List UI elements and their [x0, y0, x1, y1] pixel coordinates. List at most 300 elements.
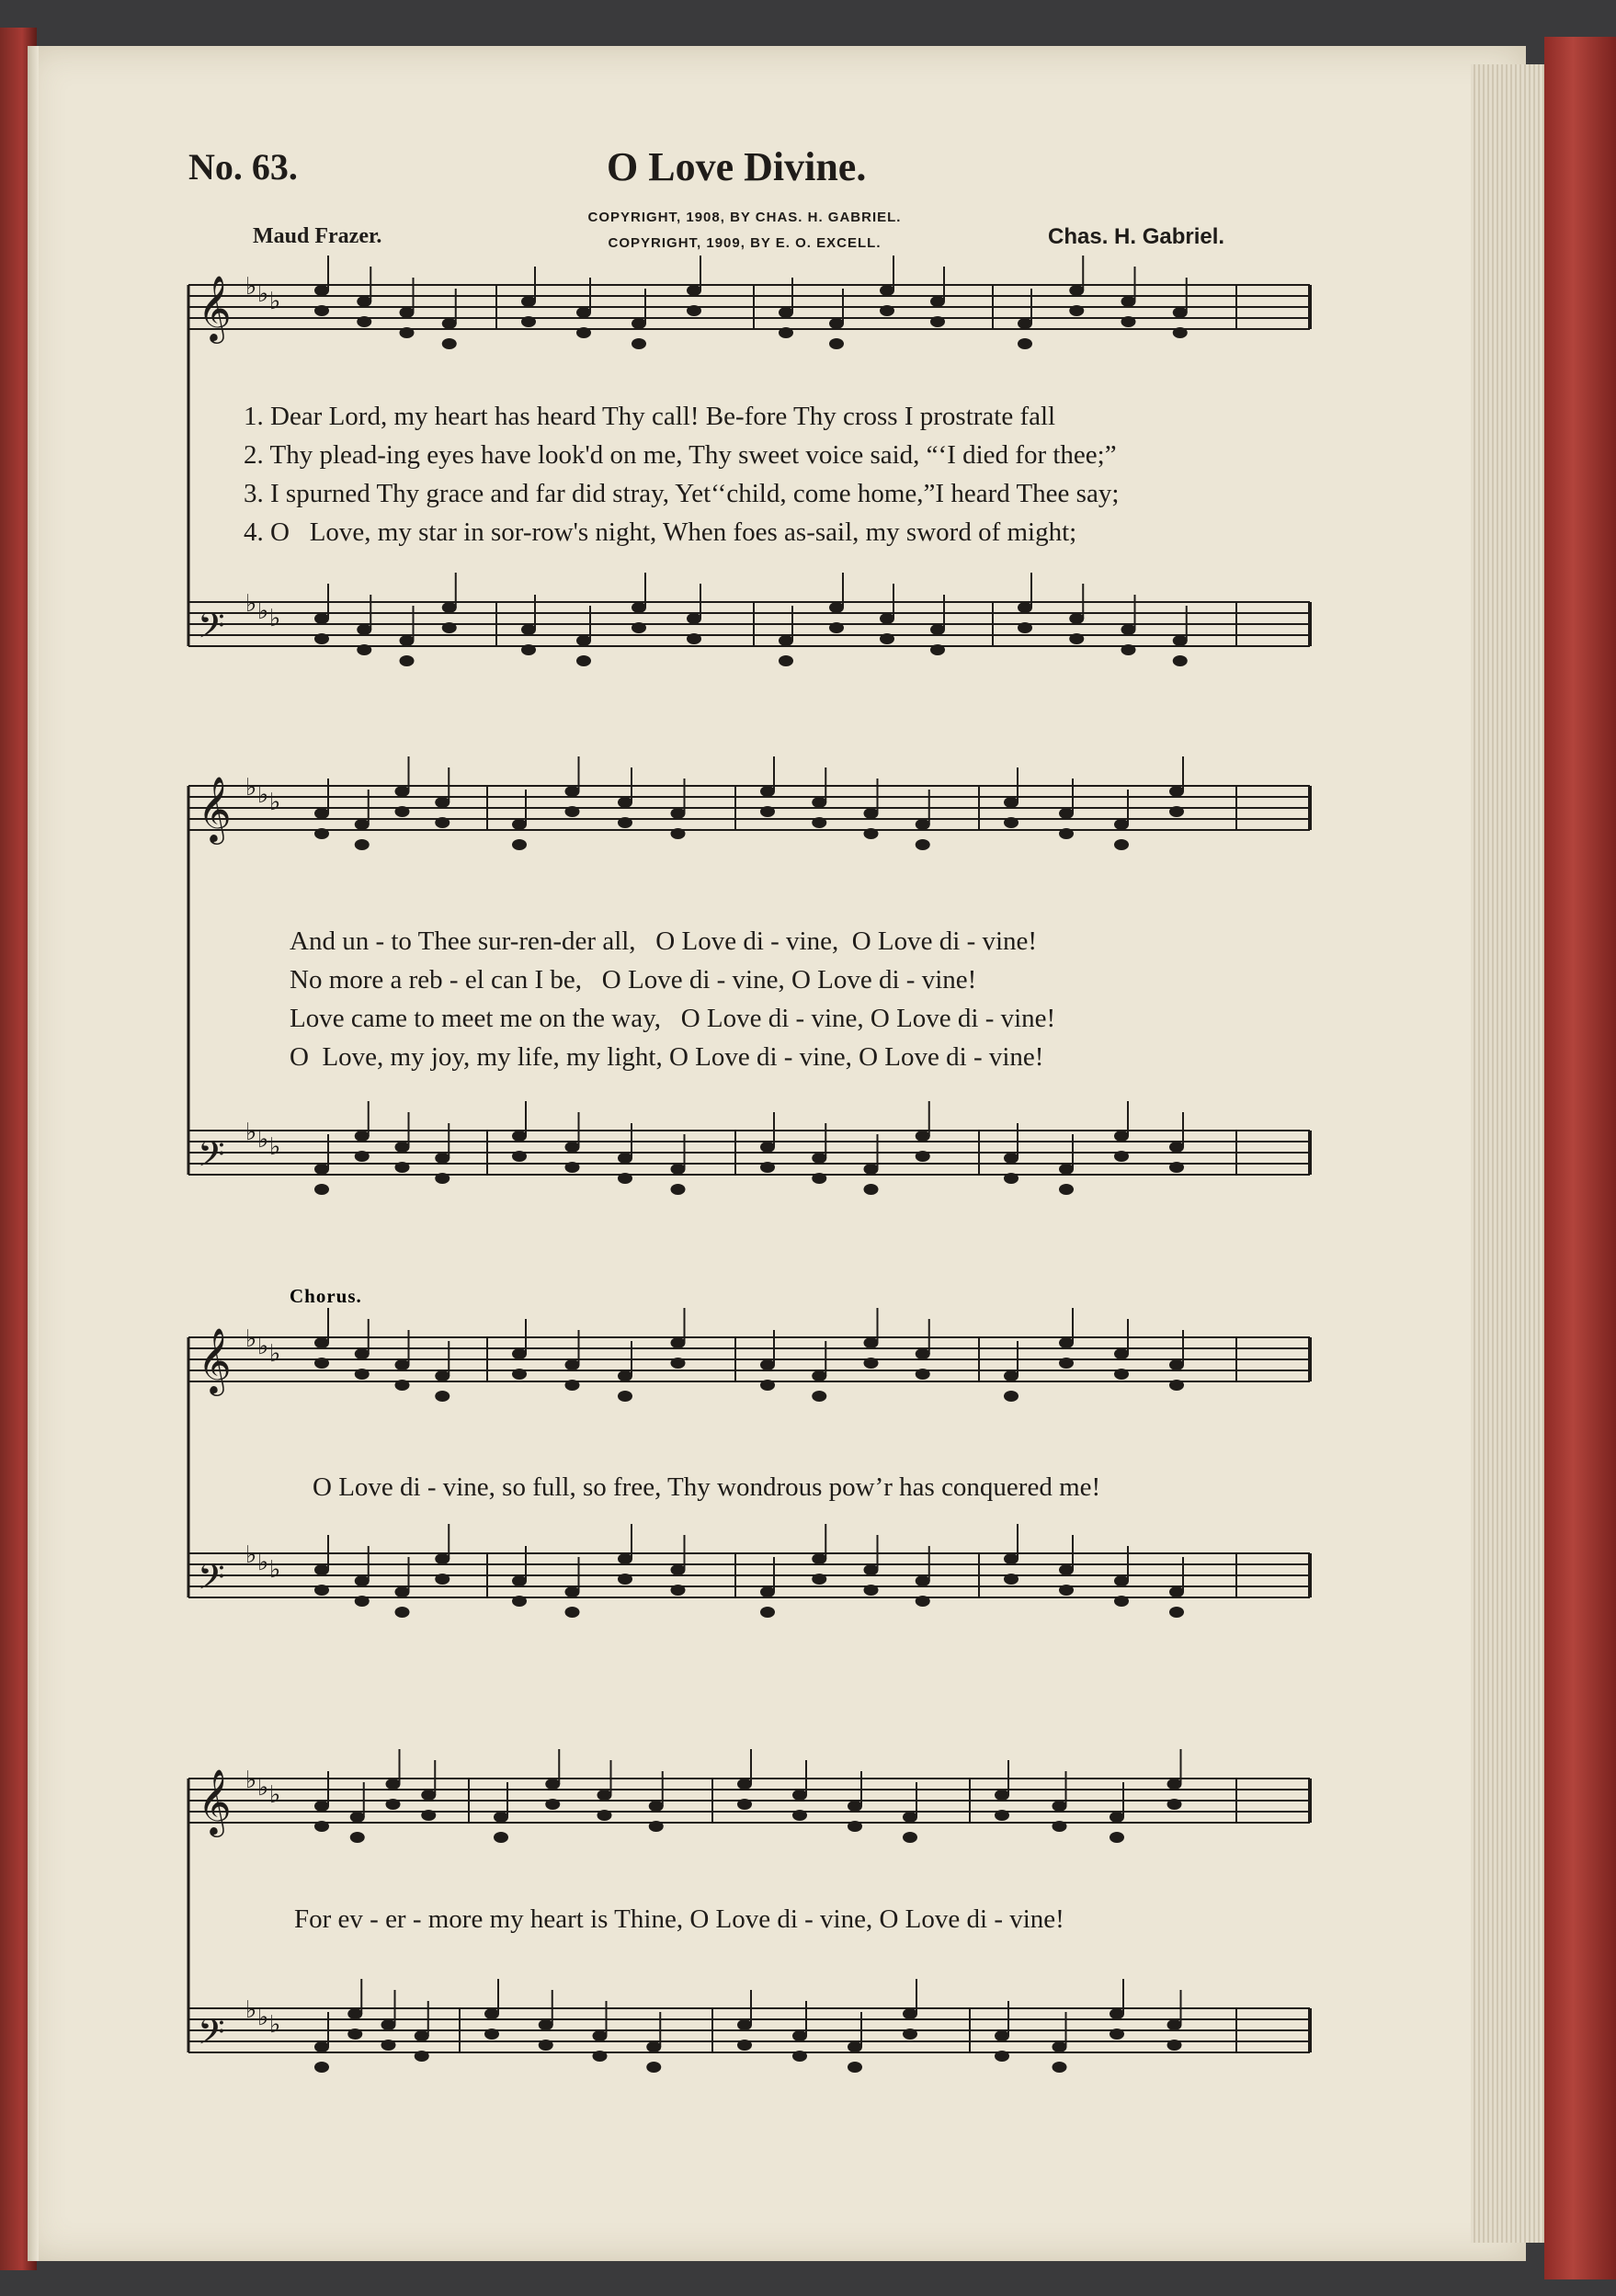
note-head: [521, 296, 536, 307]
note-head: [350, 1812, 365, 1823]
note-head: [1004, 817, 1019, 828]
note-head: [1114, 1348, 1129, 1359]
note-head: [381, 2040, 396, 2051]
note-head: [435, 817, 450, 828]
note-head: [512, 1369, 527, 1380]
note-head: [512, 1575, 527, 1586]
note-head: [512, 1151, 527, 1162]
note-head: [880, 633, 894, 644]
note-head: [916, 1151, 930, 1162]
note-head: [618, 1553, 632, 1564]
note-head: [314, 2041, 329, 2052]
note-head: [737, 2040, 752, 2051]
note-head: [512, 819, 527, 830]
note-head: [646, 2062, 661, 2073]
flat-icon: ♭: [245, 590, 257, 618]
note-head: [812, 797, 826, 808]
note-head: [435, 1173, 450, 1184]
note-head: [812, 1370, 826, 1381]
note-head: [618, 797, 632, 808]
note-head: [864, 1585, 879, 1596]
note-head: [812, 817, 826, 828]
flat-icon: ♭: [269, 288, 281, 315]
note-head: [760, 1162, 775, 1173]
note-head: [1069, 285, 1084, 296]
treble-clef-icon: 𝄞: [198, 1326, 232, 1393]
note-head: [760, 1359, 775, 1370]
flat-icon: ♭: [257, 1126, 269, 1154]
note-head: [618, 1153, 632, 1164]
note-head: [848, 2041, 862, 2052]
verse-ending-1: And un - to Thee sur-ren-der all, O Love di - vine, O Love di - vine!: [290, 926, 1038, 956]
flat-icon: ♭: [257, 1549, 269, 1576]
note-head: [1018, 318, 1032, 329]
note-head: [350, 1832, 365, 1843]
flat-icon: ♭: [245, 1119, 257, 1146]
flat-icon: ♭: [245, 1996, 257, 2024]
note-head: [632, 602, 646, 613]
note-head: [995, 2030, 1009, 2041]
note-head: [565, 1359, 580, 1370]
flat-icon: ♭: [269, 1133, 281, 1161]
note-head: [1053, 2041, 1067, 2052]
note-head: [355, 839, 370, 850]
flat-icon: ♭: [257, 2004, 269, 2031]
note-head: [314, 285, 329, 296]
note-head: [347, 2029, 362, 2040]
flat-icon: ♭: [257, 280, 269, 308]
flat-icon: ♭: [269, 1340, 281, 1368]
note-head: [521, 316, 536, 327]
note-head: [903, 1812, 917, 1823]
note-head: [314, 828, 329, 839]
treble-clef-icon: 𝄞: [198, 775, 232, 842]
note-head: [395, 1142, 410, 1153]
flat-icon: ♭: [245, 1767, 257, 1794]
flat-icon: ♭: [269, 1781, 281, 1809]
note-head: [593, 2051, 608, 2062]
note-head: [1114, 1131, 1129, 1142]
note-head: [442, 622, 457, 633]
note-head: [930, 624, 945, 635]
note-head: [1053, 1821, 1067, 1832]
note-head: [792, 2051, 807, 2062]
note-head: [593, 2030, 608, 2041]
note-head: [1167, 2040, 1182, 2051]
note-head: [1110, 2008, 1124, 2019]
note-head: [576, 635, 591, 646]
note-head: [512, 839, 527, 850]
note-head: [1053, 2062, 1067, 2073]
note-head: [512, 1131, 527, 1142]
note-head: [760, 1586, 775, 1597]
note-head: [1059, 828, 1074, 839]
note-head: [995, 1810, 1009, 1821]
note-head: [1169, 1162, 1184, 1173]
note-head: [632, 338, 646, 349]
chorus-line-1: O Love di - vine, so full, so free, Thy wondrous pow’r has conquered me!: [313, 1472, 1101, 1502]
flat-icon: ♭: [257, 781, 269, 809]
note-head: [1169, 1380, 1184, 1391]
flat-icon: ♭: [269, 789, 281, 816]
note-head: [314, 1184, 329, 1195]
note-head: [521, 644, 536, 655]
note-head: [792, 1810, 807, 1821]
note-head: [995, 1790, 1009, 1801]
verse-line-2: 2. Thy plead-ing eyes have look'd on me, Thy sweet voice said, “‘I died for thee;”: [244, 440, 1117, 470]
note-head: [779, 655, 793, 666]
note-head: [671, 828, 686, 839]
note-head: [1110, 1812, 1124, 1823]
note-head: [314, 305, 329, 316]
note-head: [1059, 1337, 1074, 1348]
note-head: [760, 1380, 775, 1391]
note-head: [812, 1391, 826, 1402]
note-head: [435, 1153, 450, 1164]
note-head: [916, 1596, 930, 1607]
note-head: [1004, 1370, 1019, 1381]
note-head: [829, 318, 844, 329]
note-head: [565, 1162, 580, 1173]
note-head: [381, 2019, 396, 2030]
note-head: [415, 2030, 429, 2041]
note-head: [829, 338, 844, 349]
note-head: [1114, 839, 1129, 850]
flat-icon: ♭: [257, 1774, 269, 1802]
note-head: [314, 1164, 329, 1175]
note-head: [355, 1369, 370, 1380]
note-head: [395, 1359, 410, 1370]
treble-clef-icon: 𝄞: [198, 1767, 232, 1835]
note-head: [1169, 1359, 1184, 1370]
note-head: [864, 1164, 879, 1175]
note-head: [1059, 1564, 1074, 1575]
verse-ending-4: O Love, my joy, my life, my light, O Love di - vine, O Love di - vine!: [290, 1042, 1044, 1072]
note-head: [1173, 307, 1188, 318]
note-head: [1110, 2029, 1124, 2040]
note-head: [792, 2030, 807, 2041]
note-head: [565, 1380, 580, 1391]
bass-clef-icon: 𝄢: [198, 1556, 225, 1606]
note-head: [1114, 1369, 1129, 1380]
note-head: [314, 808, 329, 819]
note-head: [1121, 644, 1136, 655]
note-head: [779, 307, 793, 318]
note-head: [618, 1173, 632, 1184]
note-head: [1004, 1391, 1019, 1402]
note-head: [864, 1184, 879, 1195]
note-head: [995, 2051, 1009, 2062]
verse-line-3: 3. I spurned Thy grace and far did stray, Yet‘‘child, come home,”I heard Thee say;: [244, 479, 1120, 508]
note-head: [395, 786, 410, 797]
note-head: [930, 296, 945, 307]
note-head: [880, 305, 894, 316]
note-head: [355, 1575, 370, 1586]
note-head: [347, 2008, 362, 2019]
note-head: [812, 1553, 826, 1564]
note-head: [314, 613, 329, 624]
note-head: [737, 1799, 752, 1810]
note-head: [1121, 624, 1136, 635]
note-head: [442, 338, 457, 349]
note-head: [357, 644, 371, 655]
note-head: [1018, 622, 1032, 633]
note-head: [812, 1574, 826, 1585]
note-head: [1169, 1586, 1184, 1597]
bass-clef-icon: 𝄢: [198, 1133, 225, 1183]
note-head: [545, 1799, 560, 1810]
bass-clef-icon: 𝄢: [198, 2011, 225, 2061]
note-head: [864, 828, 879, 839]
note-head: [930, 316, 945, 327]
note-head: [1059, 1184, 1074, 1195]
note-head: [903, 1832, 917, 1843]
note-head: [357, 316, 371, 327]
verse-ending-3: Love came to meet me on the way, O Love di - vine, O Love di - vine!: [290, 1004, 1056, 1033]
note-head: [916, 1575, 930, 1586]
note-head: [314, 1821, 329, 1832]
note-head: [442, 318, 457, 329]
lyricist: Maud Frazer.: [253, 224, 382, 248]
note-head: [864, 808, 879, 819]
note-head: [671, 1164, 686, 1175]
note-head: [1059, 1164, 1074, 1175]
note-head: [812, 1153, 826, 1164]
note-head: [355, 1151, 370, 1162]
note-head: [916, 839, 930, 850]
note-head: [649, 1801, 664, 1812]
note-head: [565, 806, 580, 817]
note-head: [1114, 1596, 1129, 1607]
note-head: [484, 2008, 499, 2019]
note-head: [545, 1779, 560, 1790]
hymn-number: No. 63.: [188, 146, 298, 188]
note-head: [687, 613, 701, 624]
note-head: [442, 602, 457, 613]
note-head: [848, 2062, 862, 2073]
note-head: [512, 1348, 527, 1359]
note-head: [494, 1832, 508, 1843]
note-head: [671, 1564, 686, 1575]
flat-icon: ♭: [269, 2011, 281, 2039]
note-head: [1173, 635, 1188, 646]
note-head: [386, 1779, 401, 1790]
note-head: [1167, 1799, 1182, 1810]
note-head: [355, 1131, 370, 1142]
flat-icon: ♭: [245, 273, 257, 301]
note-head: [539, 2040, 553, 2051]
note-head: [880, 285, 894, 296]
note-head: [400, 635, 415, 646]
note-head: [618, 1370, 632, 1381]
flat-icon: ♭: [245, 1541, 257, 1569]
note-head: [646, 2041, 661, 2052]
copyright-line-1: COPYRIGHT, 1908, BY CHAS. H. GABRIEL.: [587, 210, 902, 225]
verse-line-1: 1. Dear Lord, my heart has heard Thy call! Be-fore Thy cross I prostrate fall: [244, 402, 1056, 431]
note-head: [1114, 1575, 1129, 1586]
note-head: [565, 1586, 580, 1597]
note-head: [1167, 2019, 1182, 2030]
note-head: [1018, 602, 1032, 613]
note-head: [357, 624, 371, 635]
note-head: [1069, 613, 1084, 624]
note-head: [1059, 808, 1074, 819]
note-head: [576, 327, 591, 338]
note-head: [1169, 1607, 1184, 1618]
note-head: [864, 1358, 879, 1369]
note-head: [1059, 1358, 1074, 1369]
note-head: [512, 1596, 527, 1607]
note-head: [903, 2008, 917, 2019]
note-head: [435, 797, 450, 808]
note-head: [618, 1391, 632, 1402]
flat-icon: ♭: [245, 774, 257, 801]
note-head: [597, 1810, 612, 1821]
note-head: [314, 2062, 329, 2073]
note-head: [1121, 316, 1136, 327]
note-head: [539, 2019, 553, 2030]
note-head: [1004, 1173, 1019, 1184]
verse-ending-2: No more a reb - el can I be, O Love di - vine, O Love di - vine!: [290, 965, 977, 995]
note-head: [565, 786, 580, 797]
note-head: [395, 1586, 410, 1597]
note-head: [386, 1799, 401, 1810]
note-head: [1173, 327, 1188, 338]
note-head: [1114, 819, 1129, 830]
note-head: [687, 633, 701, 644]
chorus-label: Chorus.: [290, 1285, 362, 1307]
note-head: [355, 819, 370, 830]
note-head: [632, 622, 646, 633]
note-head: [1114, 1151, 1129, 1162]
note-head: [903, 2029, 917, 2040]
note-head: [314, 1358, 329, 1369]
note-head: [1018, 338, 1032, 349]
note-head: [880, 613, 894, 624]
note-head: [916, 819, 930, 830]
note-head: [760, 786, 775, 797]
note-head: [395, 806, 410, 817]
note-head: [314, 1585, 329, 1596]
treble-clef-icon: 𝄞: [198, 274, 232, 341]
note-head: [1069, 305, 1084, 316]
copyright-line-2: COPYRIGHT, 1909, BY E. O. EXCELL.: [608, 235, 882, 251]
note-head: [435, 1370, 450, 1381]
note-head: [1004, 1153, 1019, 1164]
flat-icon: ♭: [257, 597, 269, 625]
note-head: [357, 296, 371, 307]
composer: Chas. H. Gabriel.: [1048, 224, 1225, 249]
note-head: [864, 1564, 879, 1575]
note-head: [355, 1596, 370, 1607]
flat-icon: ♭: [269, 1556, 281, 1584]
note-head: [421, 1790, 436, 1801]
flat-icon: ♭: [269, 605, 281, 632]
bass-clef-icon: 𝄢: [198, 605, 225, 654]
note-head: [737, 2019, 752, 2030]
note-head: [435, 1574, 450, 1585]
note-head: [649, 1821, 664, 1832]
note-head: [521, 624, 536, 635]
note-head: [812, 1173, 826, 1184]
note-head: [930, 644, 945, 655]
note-head: [864, 1337, 879, 1348]
note-head: [779, 635, 793, 646]
note-head: [597, 1790, 612, 1801]
note-head: [829, 602, 844, 613]
note-head: [687, 285, 701, 296]
note-head: [1004, 797, 1019, 808]
note-head: [395, 1162, 410, 1173]
note-head: [400, 655, 415, 666]
note-head: [576, 307, 591, 318]
flat-icon: ♭: [257, 1333, 269, 1360]
note-head: [737, 1779, 752, 1790]
note-head: [1069, 633, 1084, 644]
hymn-title: O Love Divine.: [607, 144, 867, 189]
note-head: [1167, 1779, 1182, 1790]
note-head: [1169, 1142, 1184, 1153]
note-head: [1169, 786, 1184, 797]
verse-line-4: 4. O Love, my star in sor-row's night, When foes as-sail, my sword of might;: [244, 517, 1077, 547]
note-head: [1173, 655, 1188, 666]
note-head: [355, 1348, 370, 1359]
chorus-line-2: For ev - er - more my heart is Thine, O Love di - vine, O Love di - vine!: [294, 1904, 1064, 1934]
note-head: [314, 1564, 329, 1575]
note-head: [779, 327, 793, 338]
flat-icon: ♭: [245, 1325, 257, 1353]
note-head: [415, 2051, 429, 2062]
note-head: [314, 633, 329, 644]
note-head: [792, 1790, 807, 1801]
note-head: [632, 318, 646, 329]
note-head: [848, 1801, 862, 1812]
note-head: [314, 1337, 329, 1348]
note-head: [565, 1142, 580, 1153]
note-head: [435, 1553, 450, 1564]
note-head: [760, 1607, 775, 1618]
note-head: [1053, 1801, 1067, 1812]
note-head: [916, 1348, 930, 1359]
note-head: [395, 1607, 410, 1618]
note-head: [484, 2029, 499, 2040]
note-head: [618, 817, 632, 828]
note-head: [671, 1184, 686, 1195]
note-head: [435, 1391, 450, 1402]
note-head: [916, 1369, 930, 1380]
note-head: [494, 1812, 508, 1823]
note-head: [421, 1810, 436, 1821]
note-head: [1004, 1553, 1019, 1564]
note-head: [1121, 296, 1136, 307]
note-head: [565, 1607, 580, 1618]
note-head: [400, 307, 415, 318]
note-head: [314, 1801, 329, 1812]
note-head: [1004, 1574, 1019, 1585]
note-head: [576, 655, 591, 666]
note-head: [1169, 806, 1184, 817]
note-head: [760, 1142, 775, 1153]
note-head: [671, 1585, 686, 1596]
note-head: [1059, 1585, 1074, 1596]
note-head: [671, 1358, 686, 1369]
note-head: [1110, 1832, 1124, 1843]
note-head: [687, 305, 701, 316]
note-head: [618, 1574, 632, 1585]
note-head: [400, 327, 415, 338]
note-head: [916, 1131, 930, 1142]
note-head: [829, 622, 844, 633]
